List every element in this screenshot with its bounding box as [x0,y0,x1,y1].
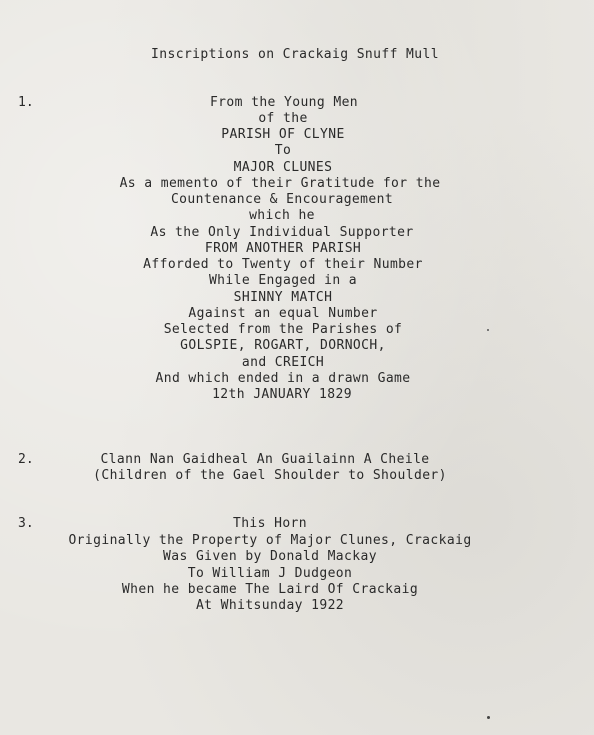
inscription-line: Originally the Property of Major Clunes, Crackaig [68,533,472,548]
inscription-line: Afforded to Twenty of their Number [143,257,423,272]
paper-speck [487,716,490,719]
inscription-line: To [274,143,292,158]
paper-speck [487,329,489,331]
inscription-line: 12th JANUARY 1829 [212,387,352,402]
inscription-line: and CREICH [241,355,325,370]
inscription-line: FROM ANOTHER PARISH [204,241,362,256]
section-number-1: 1. [18,95,34,110]
inscription-line: PARISH OF CLYNE [221,127,345,142]
inscription-line: As the Only Individual Supporter [150,225,414,240]
inscription-line: Was Given by Donald Mackay [163,549,377,564]
inscription-line: While Engaged in a [208,273,358,288]
inscription-line: which he [249,208,315,223]
inscription-line: At Whitsunday 1922 [195,598,345,613]
section-number-3: 3. [18,516,34,531]
inscription-line: Selected from the Parishes of [163,322,403,337]
inscription-line: Countenance & Encouragement [170,192,394,207]
inscription-line: When he became The Laird Of Crackaig [121,582,419,597]
inscription-line: SHINNY MATCH [233,290,333,305]
inscription-line: As a memento of their Gratitude for the [119,176,441,191]
inscription-line: (Children of the Gael Shoulder to Shoulder) [93,468,447,483]
section-number-2: 2. [18,452,34,467]
inscription-line: MAJOR CLUNES [233,160,333,175]
inscription-line: And which ended in a drawn Game [155,371,411,386]
inscription-line: of the [258,111,308,126]
inscription-line: From the Young Men [209,95,359,110]
document-title: Inscriptions on Crackaig Snuff Mull [151,47,439,62]
inscription-line: GOLSPIE, ROGART, DORNOCH, [180,338,386,353]
inscription-line: Clann Nan Gaidheal An Guailainn A Cheile [100,452,430,467]
inscription-line: To William J Dudgeon [187,566,353,581]
inscription-line: Against an equal Number [188,306,378,321]
inscription-line: This Horn [232,516,308,531]
